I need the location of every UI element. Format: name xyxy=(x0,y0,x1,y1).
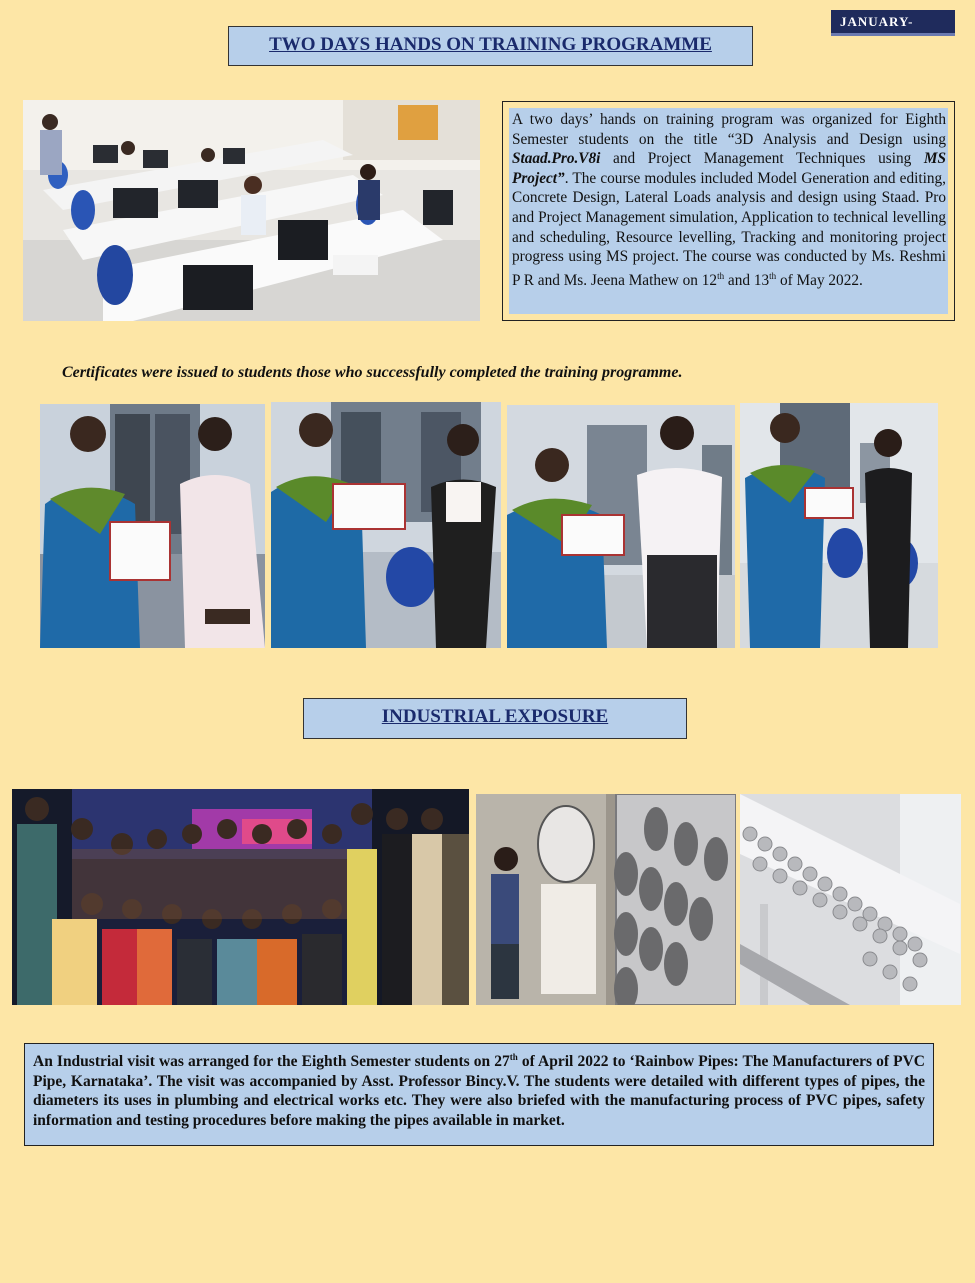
industrial-visit-description xyxy=(24,1043,934,1146)
desc-quote: ” xyxy=(557,169,565,187)
desc-text: and Project Management Techniques using xyxy=(600,150,924,168)
certificate-photo-3 xyxy=(507,405,735,648)
visit-text: An Industrial visit was arranged for the Eighth Semester students on 27 xyxy=(33,1053,510,1071)
group-photo xyxy=(12,789,469,1005)
visit-sup: th xyxy=(509,1052,518,1062)
certificate-photo-2 xyxy=(271,402,501,648)
certificate-caption: Certificates were issued to students those who successfully completed the training programme. xyxy=(62,364,683,381)
pvc-pipes-photo xyxy=(740,794,961,1005)
desc-sup: th xyxy=(717,270,725,281)
desc-text: of May 2022. xyxy=(776,271,863,289)
month-badge: JANUARY- xyxy=(831,10,955,36)
industrial-section-title: INDUSTRIAL EXPOSURE xyxy=(303,698,687,739)
desc-text: A two days’ hands on training program was organized for Eighth Semester students on the title “3D Analysis and Design using xyxy=(512,111,946,148)
visit-text: of April 2022 to ‘Rainbow Pipes: The Manufacturers of PVC Pipe, Karnataka’. The visit was accompanied by Asst. Professor Bincy.V. The students were detailed with different types of pipes, the diameters its uses in plumbing and electrical works etc. They were also briefed with the manufacturing process of PVC pipes, safety information and testing procedures before making the pipes available in market. xyxy=(33,1053,925,1129)
training-description-frame xyxy=(502,101,955,321)
desc-text: and 13 xyxy=(724,271,770,289)
certificate-photo-1 xyxy=(40,404,265,648)
desc-software-msproject: MS Project xyxy=(512,150,946,187)
computer-lab-photo xyxy=(23,100,480,321)
desc-software-staad: Staad.Pro.V8i xyxy=(512,150,601,168)
training-section-title: TWO DAYS HANDS ON TRAINING PROGRAMME xyxy=(228,26,753,66)
training-description xyxy=(509,108,948,314)
desc-text: . The course modules included Model Generation and editing, Concrete Design, Lateral Loads analysis and design using Staad. Pro and Project Management simulation, Application to technical levelling and scheduling, Resource levelling, Tracking and monitoring project progress using MS project. The course was conducted by Ms. Reshmi P R and Ms. Jeena Mathew on 12 xyxy=(512,169,946,289)
desc-sup: th xyxy=(769,270,777,281)
certificate-photo-4 xyxy=(740,403,938,648)
pipe-machine-photo xyxy=(476,794,736,1005)
